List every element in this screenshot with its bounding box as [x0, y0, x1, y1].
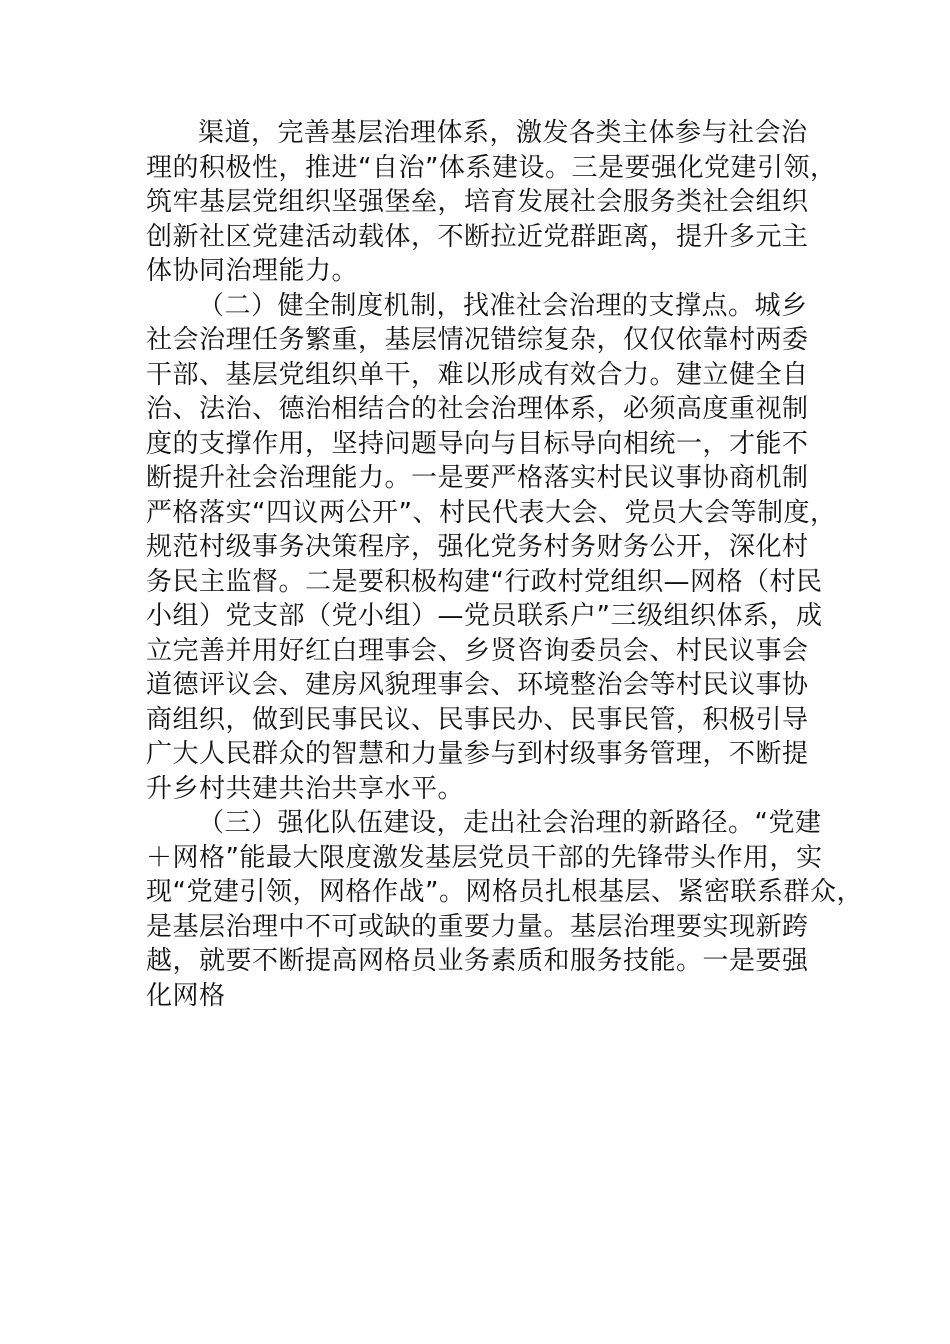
text-line: 务民主监督。二是要积极构建“行政村党组织—网格（村民: [146, 566, 823, 597]
text-line: 渠道，完善基层治理体系，激发各类主体参与社会治: [198, 118, 808, 148]
text-line: 小组）党支部（党小组）—党员联系户”三级组织体系，成: [146, 601, 823, 631]
text-line: 创新社区党建活动载体，不断拉近党群距离，提升多元主: [146, 221, 809, 252]
text-line: 筑牢基层党组织坚强堡垒，培育发展社会服务类社会组织: [146, 187, 809, 217]
text-line: 立完善并用好红白理事会、乡贤咨询委员会、村民议事会: [146, 635, 809, 666]
section-heading-line: （三）强化队伍建设，走出社会治理的新路径。“党建: [198, 808, 822, 838]
section-heading-line: （二）健全制度机制，找准社会治理的支撑点。城乡: [198, 290, 808, 321]
text-line: 广大人民群众的智慧和力量参与到村级事务管理，不断提: [146, 739, 809, 769]
text-line: 严格落实“四议两公开”、村民代表大会、党员大会等制度，: [146, 497, 837, 528]
text-line: 体协同治理能力。: [146, 256, 359, 286]
text-line: 越，就要不断提高网格员业务素质和服务技能。一是要强: [146, 946, 809, 976]
text-line: 度的支撑作用，坚持问题导向与目标导向相统一，才能不: [146, 428, 809, 459]
text-line: 升乡村共建共治共享水平。: [146, 773, 465, 804]
text-line: 理的积极性，推进“自治”体系建设。三是要强化党建引领，: [146, 152, 837, 183]
text-line: 是基层治理中不可或缺的重要力量。基层治理要实现新跨: [146, 911, 809, 942]
text-line: ＋网格”能最大限度激发基层党员干部的先锋带头作用，实: [146, 842, 823, 873]
text-line: 规范村级事务决策程序，强化党务村务财务公开，深化村: [146, 532, 809, 562]
text-line: 干部、基层党组织单干，难以形成有效合力。建立健全自: [146, 359, 809, 390]
text-line: 商组织，做到民事民议、民事民办、民事民管，积极引导: [146, 704, 809, 735]
text-line: 治、法治、德治相结合的社会治理体系，必须高度重视制: [146, 394, 809, 424]
text-line: 社会治理任务繁重，基层情况错综复杂，仅仅依靠村两委: [146, 325, 809, 355]
text-line: 化网格: [146, 980, 226, 1011]
text-line: 道德评议会、建房风貌理事会、环境整治会等村民议事协: [146, 670, 809, 700]
text-line: 现“党建引领，网格作战”。网格员扎根基层、紧密联系群众，: [146, 877, 863, 907]
text-line: 断提升社会治理能力。一是要严格落实村民议事协商机制: [146, 463, 809, 493]
body-text: [146, 116, 863, 1013]
